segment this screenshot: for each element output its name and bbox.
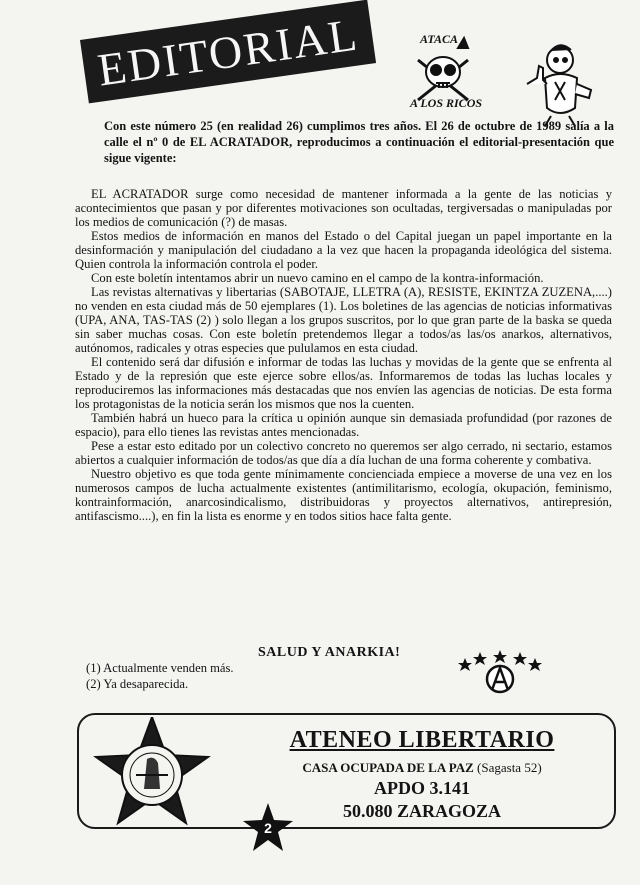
- skull-logo-icon: [398, 30, 488, 120]
- ateneo-po-box: APDO 3.141: [374, 778, 470, 798]
- paragraph: Con este boletín intentamos abrir un nuevo camino en el campo de la kontra-información.: [91, 271, 544, 285]
- ateneo-star-emblem-icon: [92, 717, 212, 827]
- footnote: (2) Ya desaparecida.: [86, 677, 189, 691]
- footnotes: [86, 660, 234, 692]
- paragraph: También habrá un hueco para la crítica u opinión aunque sin demasiada profundidad (por razones de espacio), para ello tienes las revistas antes mencionadas.: [75, 411, 612, 439]
- paragraph: Estos medios de información en manos del Estado o del Capital juegan un papel importante en la desinformación y manipulación del ciudadano a la vez que hacen la propaganda ideológica del sistema. Quien controla la información controla el poder.: [75, 229, 612, 271]
- paragraph: Las revistas alternativas y libertarias (SABOTAJE, LLETRA (A), RESISTE, EKINTZA ZUZENA,....) no venden en esta ciudad más de 50 ejemplares (1). Los boletines de las agencias de noticias informativas (UPA, ANA, TAS-TAS (2) ) solo llegan a los grupos suscritos, por lo que gran parte de la baska se queda sin saber muchas cosas. Con este boletín pretendemos llegar a todos/as las/os anarkos, alternativos, autónomos, radicales y otras especies que pululamos en esta ciudad.: [75, 285, 612, 355]
- skull-logo-top-text: ATACA: [420, 32, 459, 46]
- paragraph: El contenido será dar difusión e informar de todas las luchas y movidas de la gente que se enfrenta al Estado y de la represión que este ejerce sobre ellos/as. Informaremos de todas las luchas locales y reproduciremos las informaciones más destacadas que nos envíen las agencias de noticias. De esta forma los protagonistas de la noticia serán los mismos que nos la cuenten.: [75, 355, 612, 411]
- mascot-thumbs-up-icon: [515, 38, 600, 128]
- page-number: 2: [264, 820, 272, 836]
- intro-text: Con este número 25 (en realidad 26) cumplimos tres años. El 26 de octubre de 1989 salía a la calle el nº 0 de EL ACRATADOR, reproducimos a continuación el editorial-presentación que sigue vigente:: [104, 119, 614, 165]
- anarchy-stars-logo-icon: [455, 648, 545, 696]
- editorial-body: [75, 187, 612, 523]
- paragraph: EL ACRATADOR surge como necesidad de mantener informada a la gente de las noticias y acontecimientos que pasan y por diferentes motivaciones son ocultadas, tergiversadas o manipuladas por los medios de comunicación (?) de masas.: [75, 187, 612, 229]
- skull-logo-bottom-text: A LOS RICOS: [410, 96, 483, 110]
- ateneo-city: 50.080 ZARAGOZA: [342, 801, 501, 821]
- paragraph: Nuestro objetivo es que toda gente mínimamente concienciada empiece a moverse de una vez en los numerosos campos de lucha actualmente existentes (antimilitarismo, ecología, okupación, feminismo, kontrainformación, anarcosindicalismo, distribuidoras y proyectos alternativos, antirepresión, antifascismo....), en fin la lista es enorme y en todos sitios hace falta gente.: [75, 467, 612, 523]
- paragraph: Pese a estar esto editado por un colectivo concreto no queremos ser algo cerrado, ni sectario, estamos abiertos a cualquier información de todos/as que día a día luchan de una forma coherente y combativa.: [75, 439, 612, 467]
- banner-title: EDITORIAL: [94, 7, 362, 96]
- ateneo-title: ATENEO LIBERTARIO: [289, 727, 555, 753]
- footnote: (1) Actualmente venden más.: [86, 661, 234, 675]
- casa-name: CASA OCUPADA DE LA PAZ: [302, 760, 474, 775]
- editorial-banner: [80, 0, 376, 103]
- closing-slogan: SALUD Y ANARKIA!: [258, 645, 401, 660]
- casa-street: (Sagasta 52): [477, 760, 542, 775]
- ateneo-address: [262, 760, 582, 776]
- ateneo-text-block: [262, 727, 582, 822]
